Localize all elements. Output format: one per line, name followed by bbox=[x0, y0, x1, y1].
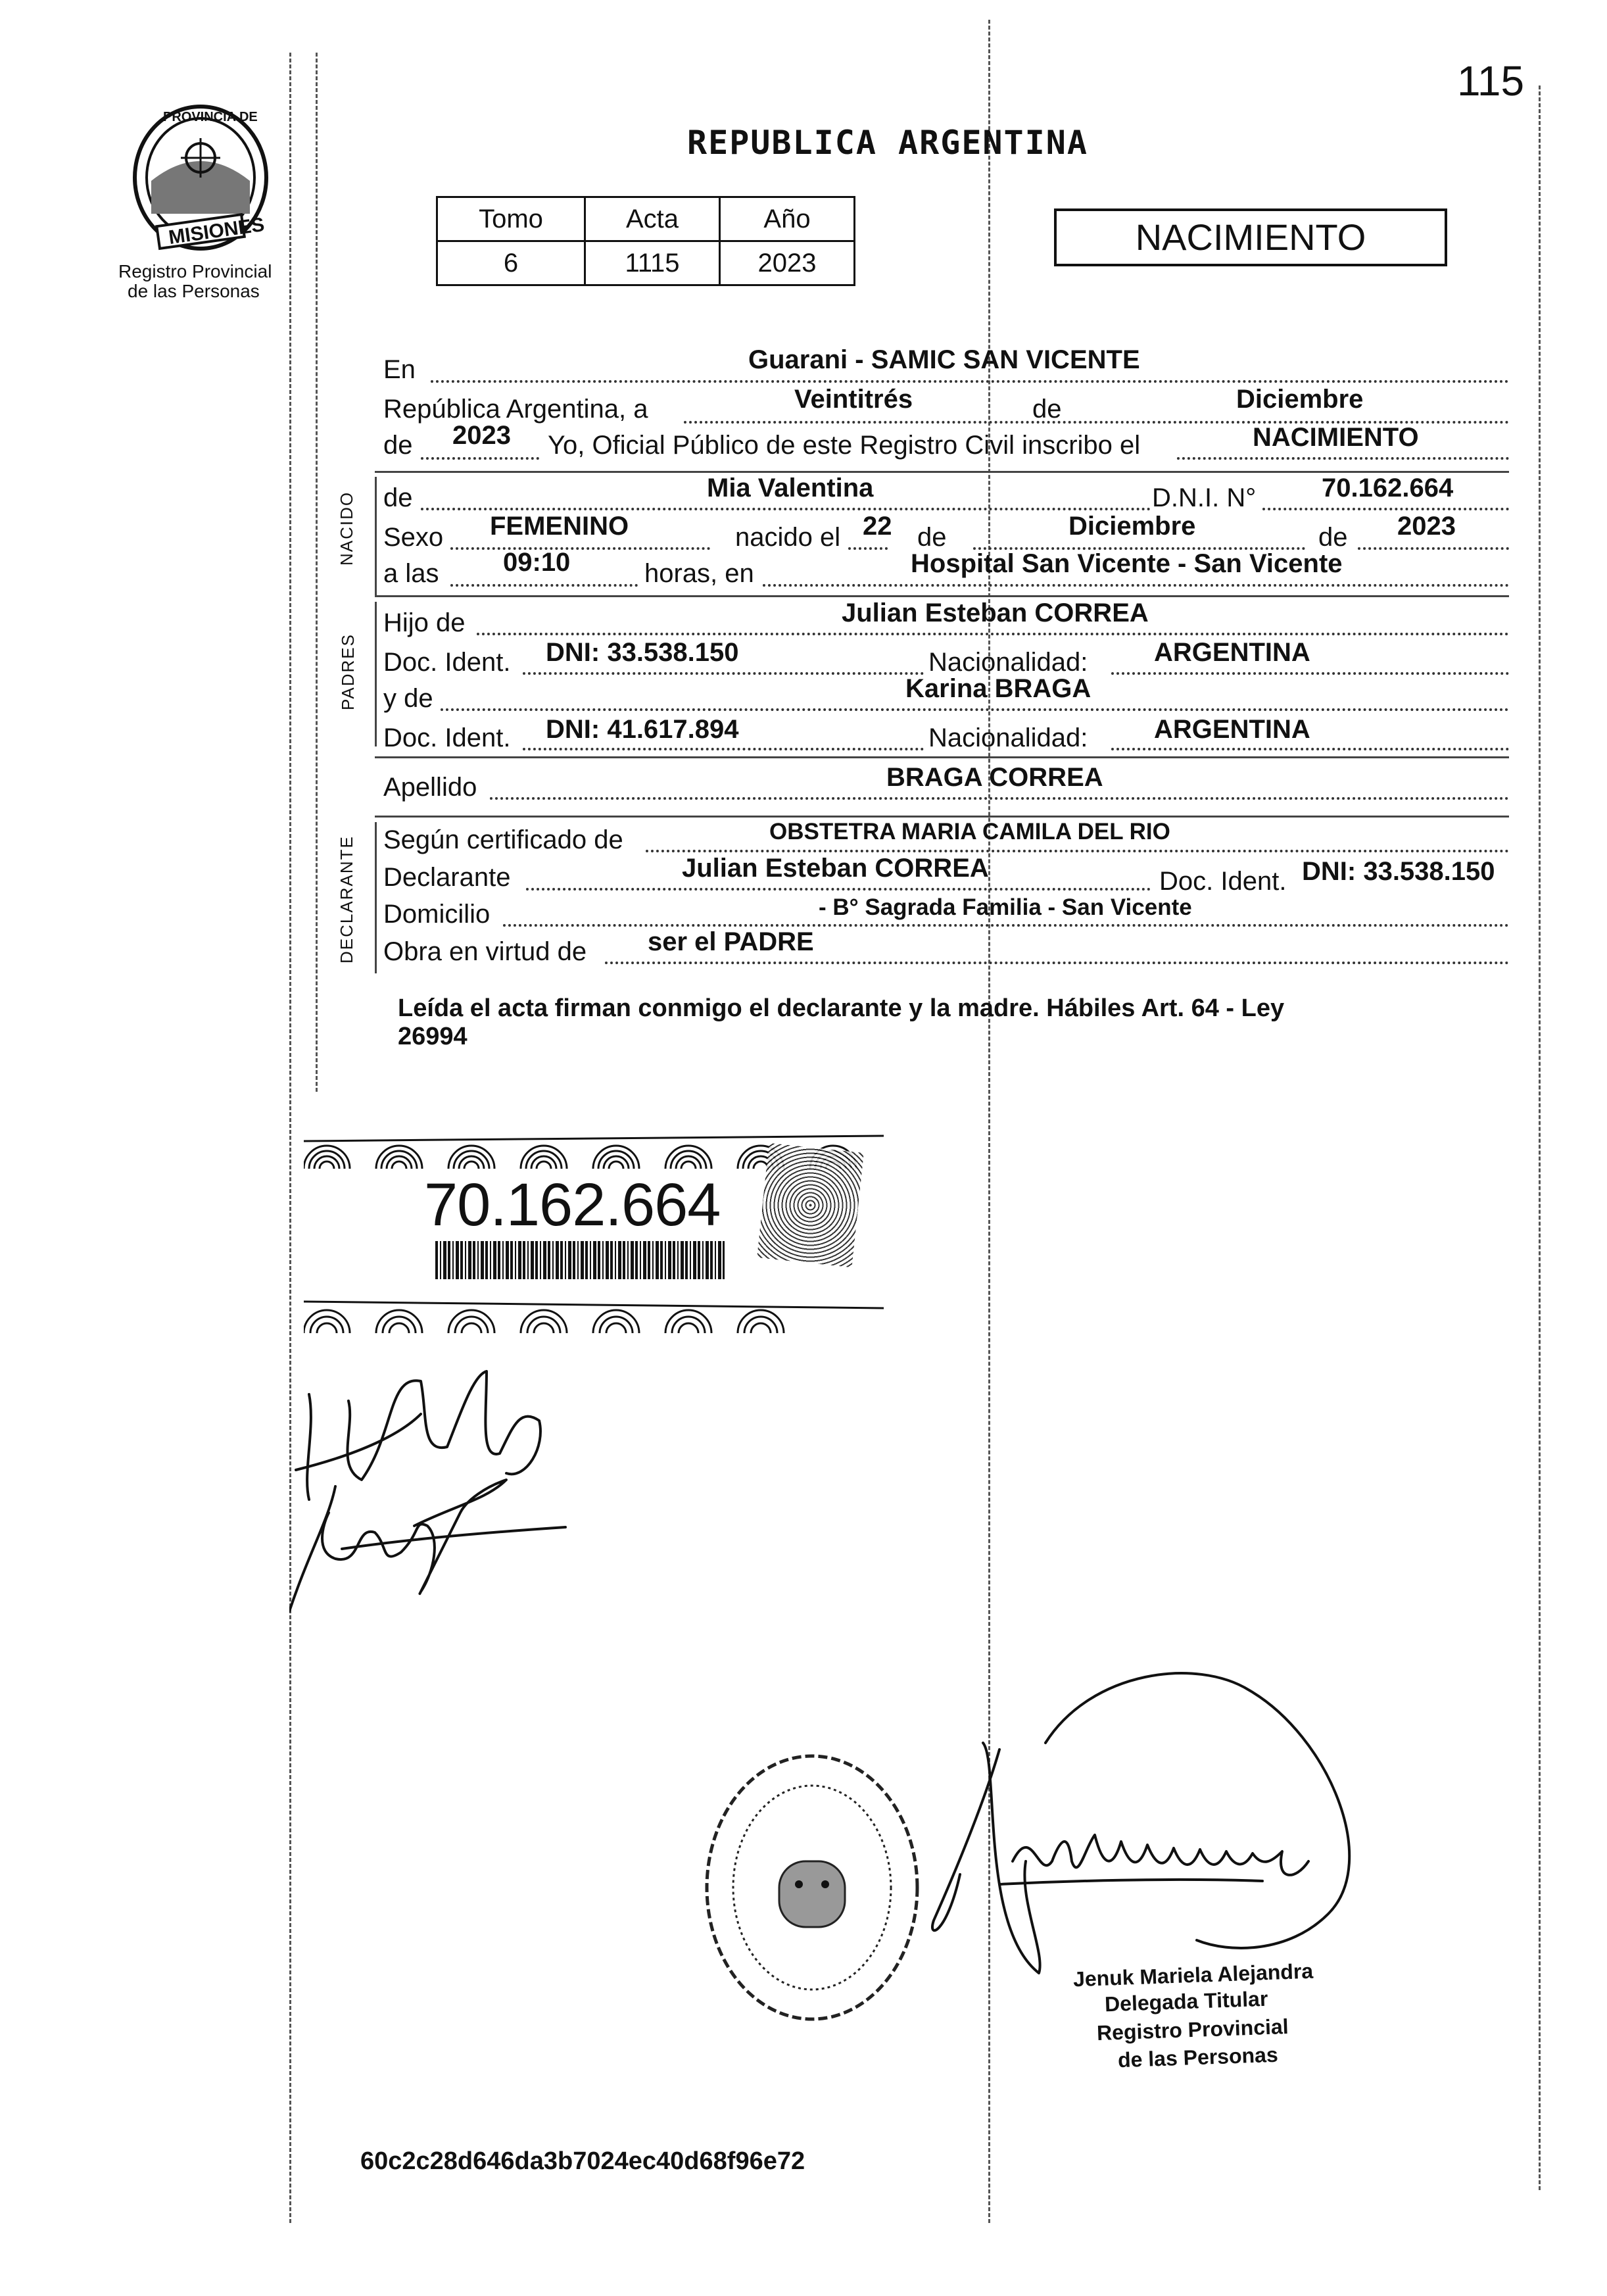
sexo-value: FEMENINO bbox=[490, 512, 629, 541]
page-number: 115 bbox=[1457, 57, 1525, 105]
declarante-label: Declarante bbox=[383, 863, 511, 892]
domicilio-value: - B° Sagrada Familia - San Vicente bbox=[819, 894, 1192, 920]
doc-ident-label: Doc. Ident. bbox=[383, 648, 511, 677]
day-words-value: Veintitrés bbox=[794, 385, 913, 414]
birth-year-value: 2023 bbox=[1397, 512, 1456, 541]
obra-label: Obra en virtud de bbox=[383, 937, 587, 966]
time-value: 09:10 bbox=[503, 548, 571, 577]
mother-doc-value: DNI: 41.617.894 bbox=[546, 715, 739, 744]
dotted-line bbox=[441, 708, 1509, 711]
record-table bbox=[436, 196, 855, 286]
nacido-el-label: nacido el bbox=[735, 523, 841, 552]
father-doc-value: DNI: 33.538.150 bbox=[546, 638, 739, 667]
dotted-line bbox=[1177, 457, 1509, 460]
dotted-line bbox=[763, 584, 1509, 587]
sticker-pattern-bottom bbox=[304, 1299, 884, 1333]
section-rule bbox=[375, 471, 1509, 473]
nacionalidad-label: Nacionalidad: bbox=[928, 648, 1088, 677]
dotted-line bbox=[1262, 508, 1509, 510]
birth-place-value: Hospital San Vicente - San Vicente bbox=[911, 549, 1343, 578]
dotted-line bbox=[646, 850, 1509, 852]
dotted-line bbox=[450, 584, 638, 587]
declarante-name-value: Julian Esteban CORREA bbox=[682, 854, 989, 883]
record-type-box: NACIMIENTO bbox=[1054, 208, 1447, 266]
table-header-anio: Año bbox=[720, 197, 855, 241]
dni-sticker bbox=[304, 1095, 884, 1345]
certificado-value: OBSTETRA MARIA CAMILA DEL RIO bbox=[769, 819, 1170, 844]
dotted-line bbox=[503, 924, 1509, 927]
dotted-line bbox=[477, 633, 1509, 635]
dotted-line bbox=[605, 962, 1509, 964]
official-stamp bbox=[694, 1736, 930, 2039]
province-seal-logo bbox=[125, 102, 276, 260]
left-margin-line bbox=[316, 53, 318, 1092]
dotted-line bbox=[421, 457, 539, 460]
sexo-label: Sexo bbox=[383, 523, 444, 552]
y-de-label: y de bbox=[383, 684, 433, 713]
official-name: Jenuk Mariela Alejandra bbox=[1072, 1959, 1314, 1991]
declarante-doc-value: DNI: 33.538.150 bbox=[1302, 857, 1495, 886]
section-label-nacido: NACIDO bbox=[337, 491, 356, 566]
horas-label: horas, en bbox=[644, 559, 754, 588]
nacionalidad-label-2: Nacionalidad: bbox=[928, 723, 1088, 752]
security-hologram bbox=[757, 1143, 863, 1267]
dotted-line bbox=[1111, 748, 1509, 750]
dotted-line bbox=[523, 672, 924, 675]
dotted-line bbox=[526, 888, 1151, 891]
father-nationality-value: ARGENTINA bbox=[1154, 638, 1310, 667]
de2-label: de bbox=[383, 431, 413, 460]
obra-value: ser el PADRE bbox=[648, 927, 814, 956]
statement-text: Yo, Oficial Público de este Registro Civil inscribo el bbox=[548, 431, 1141, 460]
country-label: República Argentina, a bbox=[383, 395, 648, 424]
declarant-signature bbox=[289, 1355, 618, 1631]
year-value: 2023 bbox=[452, 421, 511, 450]
dotted-line bbox=[450, 547, 710, 550]
section-label-padres: PADRES bbox=[338, 633, 358, 710]
mother-nationality-value: ARGENTINA bbox=[1154, 715, 1310, 744]
closing-text-line1: Leída el acta firman conmigo el declarante y la madre. Hábiles Art. 64 - Ley bbox=[398, 994, 1285, 1022]
month-value: Diciembre bbox=[1236, 385, 1364, 414]
record-table-header-row bbox=[437, 197, 855, 241]
section-rule bbox=[375, 595, 1509, 597]
child-dni-value: 70.162.664 bbox=[1322, 474, 1454, 502]
apellido-label: Apellido bbox=[383, 773, 477, 802]
barcode bbox=[435, 1241, 725, 1279]
section-bar bbox=[375, 477, 377, 595]
en-label: En bbox=[383, 355, 416, 384]
official-title: Delegada Titular bbox=[1104, 1986, 1268, 2016]
doc-ident-label-2: Doc. Ident. bbox=[383, 723, 511, 752]
logo-caption-1: Registro Provincial bbox=[118, 261, 272, 281]
left-margin-line-2 bbox=[289, 53, 291, 2223]
official-office: Registro Provincial bbox=[1096, 2014, 1289, 2045]
seal-text-bottom: MISIONES bbox=[167, 213, 266, 249]
nacido-de-label: de bbox=[383, 483, 413, 512]
table-header-tomo: Tomo bbox=[437, 197, 585, 241]
domicilio-label: Domicilio bbox=[383, 900, 491, 929]
place-value: Guarani - SAMIC SAN VICENTE bbox=[748, 345, 1140, 374]
dotted-line bbox=[421, 508, 1151, 510]
act-value: NACIMIENTO bbox=[1253, 423, 1419, 452]
dotted-line bbox=[1111, 672, 1509, 675]
section-rule bbox=[375, 816, 1509, 818]
page-title: REPUBLICA ARGENTINA bbox=[687, 124, 1088, 162]
father-name-value: Julian Esteban CORREA bbox=[842, 598, 1149, 627]
certificado-label: Según certificado de bbox=[383, 825, 623, 854]
right-margin-line bbox=[1539, 85, 1541, 2190]
document-hash: 60c2c28d646da3b7024ec40d68f96e72 bbox=[360, 2147, 805, 2175]
section-rule bbox=[375, 756, 1509, 758]
a-las-label: a las bbox=[383, 559, 439, 588]
nacido-de-label-3: de bbox=[1318, 523, 1348, 552]
mother-name-value: Karina BRAGA bbox=[905, 674, 1091, 703]
dotted-line bbox=[431, 380, 1509, 383]
seal-text-top: PROVINCIA DE bbox=[163, 110, 258, 124]
dotted-line bbox=[848, 547, 888, 550]
table-value-tomo: 6 bbox=[437, 241, 585, 285]
child-name-value: Mia Valentina bbox=[707, 474, 874, 502]
sticker-number: 70.162.664 bbox=[424, 1171, 721, 1238]
official-office-2: de las Personas bbox=[1117, 2042, 1279, 2072]
table-header-acta: Acta bbox=[585, 197, 720, 241]
section-bar bbox=[375, 602, 377, 746]
hijo-de-label: Hijo de bbox=[383, 608, 466, 637]
dotted-line bbox=[1358, 547, 1509, 550]
table-value-anio: 2023 bbox=[720, 241, 855, 285]
table-value-acta: 1115 bbox=[585, 241, 720, 285]
section-label-declarante: DECLARANTE bbox=[337, 835, 356, 964]
dni-label: D.N.I. N° bbox=[1152, 483, 1257, 512]
birth-month-value: Diciembre bbox=[1068, 512, 1196, 541]
decl-doc-label: Doc. Ident. bbox=[1159, 867, 1287, 896]
de-label: de bbox=[1032, 395, 1062, 424]
birth-day-value: 22 bbox=[863, 512, 892, 541]
apellido-value: BRAGA CORREA bbox=[886, 763, 1103, 792]
official-signature bbox=[921, 1664, 1433, 2006]
record-table-value-row bbox=[437, 241, 855, 285]
logo-caption-2: de las Personas bbox=[128, 281, 260, 301]
dotted-line bbox=[523, 748, 924, 750]
closing-text-line2: 26994 bbox=[398, 1023, 468, 1050]
section-bar bbox=[375, 822, 377, 973]
dotted-line bbox=[490, 797, 1509, 800]
nacido-de-label-2: de bbox=[917, 523, 947, 552]
